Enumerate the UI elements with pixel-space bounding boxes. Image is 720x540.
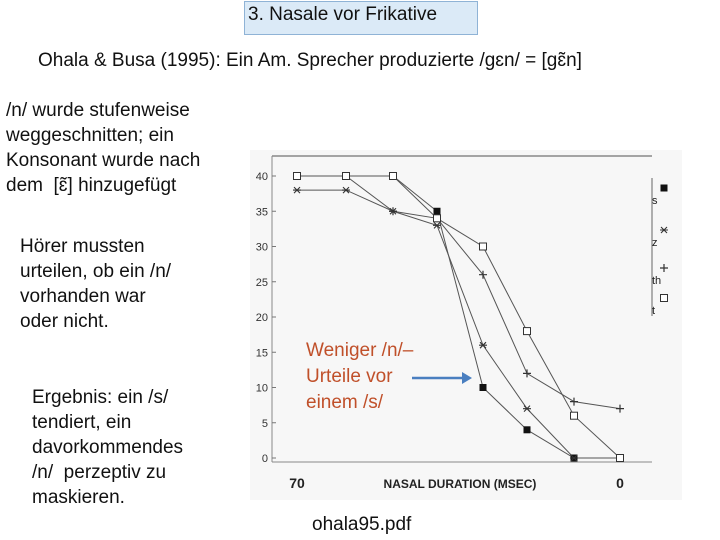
y-tick-label: 35 [255, 206, 268, 219]
legend-label-th: th [652, 275, 662, 287]
legend-label-s: s [652, 195, 658, 207]
annotation-text: Weniger /n/– Urteile vor einem /s/ [306, 340, 414, 413]
y-tick-label: 10 [255, 382, 268, 395]
result-text: Ergebnis: ein /s/ tendiert, ein davorkommendes /n/ perzeptiv zu maskieren. [32, 387, 184, 508]
y-tick-label: 20 [255, 312, 268, 324]
slide-subtitle: Ohala & Busa (1995): Ein Am. Sprecher produzierte /gɛn/ = [gɛ̃n] [38, 50, 582, 71]
source-filename: ohala95.pdf [312, 514, 412, 535]
x-axis-label: NASAL DURATION (MSEC) [383, 477, 537, 491]
legend-label-z: z [652, 237, 658, 249]
y-tick-label: 25 [255, 276, 268, 289]
x-tick-label: 0 [616, 475, 624, 491]
arrow-head [462, 372, 472, 384]
y-tick-label: 5 [261, 417, 268, 430]
slide-title: 3. Nasale vor Frikative [248, 4, 438, 25]
legend-label-t: t [652, 305, 656, 317]
y-tick-label: 0 [261, 453, 268, 465]
y-tick-label: 30 [255, 241, 268, 254]
y-tick-label: 40 [255, 171, 268, 183]
x-tick-label: 70 [289, 475, 305, 491]
method-text: /n/ wurde stufenweise weggeschnitten; ein Konsonant wurde nach dem [ɛ̃] hinzugefügt [6, 100, 201, 196]
task-text: Hörer mussten urteilen, ob ein /n/ vorhanden war oder nicht. [20, 236, 172, 332]
y-tick-label: 15 [255, 347, 268, 360]
